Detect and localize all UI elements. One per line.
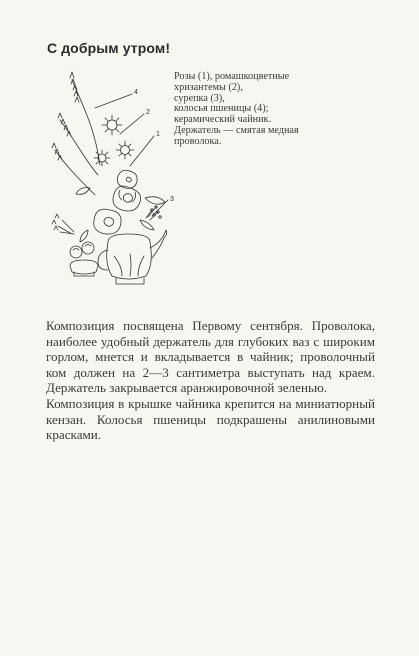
callout-label: 1 (156, 131, 160, 138)
page-title: С добрым утром! (47, 40, 171, 56)
description-text (46, 318, 375, 443)
legend-line: хризантемы (2), (174, 81, 243, 93)
callout-label: 3 (170, 196, 174, 203)
legend-line: сурепка (3), (174, 92, 225, 104)
chrysanthemum-icon (116, 141, 134, 159)
teapot-lid-icon (70, 242, 98, 276)
legend-line: проволока. (174, 135, 222, 147)
ingredients-legend (174, 72, 384, 148)
teapot-icon (98, 230, 167, 284)
legend-line: Розы (1), ромашкоцветные (174, 71, 290, 82)
wheat-stalk-icon (60, 120, 98, 175)
legend-line: Держатель — смятая медная (174, 124, 299, 136)
callout-label: 4 (134, 89, 138, 96)
chrysanthemum-icon (102, 115, 122, 135)
paragraph: Композиция посвящена Первому сентября. Проволока, наиболее удобный держатель для глубоких ваз с широким горлом, мнется и вкладывается в чайник; проволочный ком должен на 2—3 сантиметра выступать над краем. Держатель закрывается аранжировочной зеленью. (46, 318, 375, 396)
callout-label: 2 (146, 109, 150, 116)
paragraph: Композиция в крышке чайника крепится на миниатюрный кензан. Колосья пшеницы подкрашены анилиновыми красками. (46, 395, 375, 443)
chrysanthemum-icon (94, 150, 110, 166)
rapeseed-icon (146, 206, 161, 220)
legend-line: керамический чайник. (174, 114, 272, 126)
flower-arrangement-illustration (40, 70, 190, 290)
rose-icon (113, 186, 141, 211)
legend-line: колосья пшеницы (4); (174, 103, 269, 115)
rose-icon (94, 209, 121, 234)
rose-icon (117, 170, 137, 188)
